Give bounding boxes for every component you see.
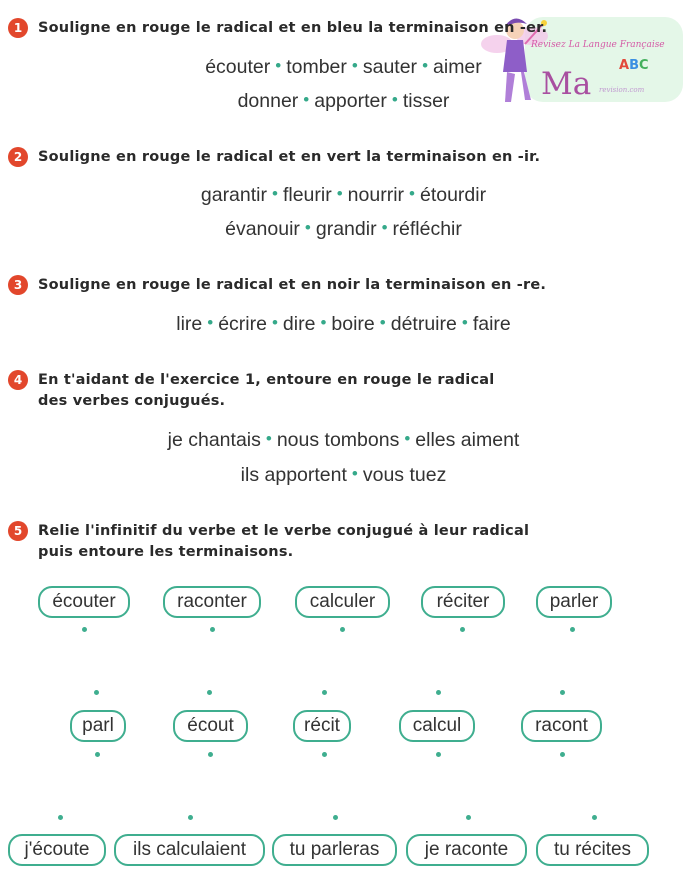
radical-box[interactable]: récit — [293, 710, 351, 742]
radical-box[interactable]: écout — [173, 710, 248, 742]
separator-dot: • — [265, 429, 272, 448]
conjugated-verb-box[interactable]: j'écoute — [8, 834, 106, 866]
word: grandir — [315, 218, 377, 240]
word: donner — [237, 90, 299, 112]
word-line — [0, 218, 687, 241]
separator-dot: • — [381, 218, 388, 237]
separator-dot: • — [351, 464, 358, 483]
exercise-1-instruction — [8, 18, 547, 39]
radical-box[interactable]: parl — [70, 710, 126, 742]
instruction-text — [38, 370, 494, 412]
separator-dot: • — [275, 56, 282, 75]
instruction-text: Souligne en rouge le radical et en bleu la terminaison en -er. — [38, 20, 548, 36]
logo-abc: ABC — [619, 58, 649, 73]
connection-dot[interactable] — [592, 815, 597, 820]
instruction-text: Souligne en rouge le radical et en noir la terminaison en -re. — [38, 277, 547, 293]
word: tomber — [286, 56, 347, 78]
connection-dot[interactable] — [460, 627, 465, 632]
separator-dot: • — [303, 90, 310, 109]
separator-dot: • — [271, 313, 278, 332]
word: vous tuez — [362, 464, 447, 486]
connection-dot[interactable] — [560, 690, 565, 695]
word: apporter — [314, 90, 387, 112]
radical-box[interactable]: calcul — [399, 710, 475, 742]
word: nous tombons — [276, 429, 400, 451]
separator-dot: • — [351, 56, 358, 75]
radical-box[interactable]: racont — [521, 710, 602, 742]
word: faire — [472, 313, 511, 335]
connection-dot[interactable] — [82, 627, 87, 632]
connection-dot[interactable] — [94, 690, 99, 695]
word: boire — [331, 313, 375, 335]
separator-dot: • — [422, 56, 429, 75]
word: fleurir — [282, 184, 332, 206]
connection-dot[interactable] — [333, 815, 338, 820]
logo-website: revision.com — [599, 86, 645, 94]
exercise-number-badge: 1 — [8, 18, 28, 38]
conjugated-verb-box[interactable]: tu parleras — [272, 834, 397, 866]
word-line — [0, 56, 687, 79]
infinitive-box[interactable]: parler — [536, 586, 612, 618]
infinitive-box[interactable]: calculer — [295, 586, 390, 618]
infinitive-box[interactable]: écouter — [38, 586, 130, 618]
exercise-number-badge: 3 — [8, 275, 28, 295]
connection-dot[interactable] — [208, 752, 213, 757]
word: lire — [176, 313, 203, 335]
logo-ma: Ma — [541, 66, 592, 102]
conjugated-verb-box[interactable]: je raconte — [406, 834, 527, 866]
word: sauter — [362, 56, 418, 78]
word-line — [0, 90, 687, 113]
separator-dot: • — [379, 313, 386, 332]
exercise-4-instruction — [8, 370, 494, 412]
instruction-line: des verbes conjugués. — [38, 393, 226, 409]
word-line — [0, 429, 687, 452]
exercise-5-instruction — [8, 521, 529, 563]
word: je chantais — [167, 429, 261, 451]
connection-dot[interactable] — [570, 627, 575, 632]
connection-dot[interactable] — [95, 752, 100, 757]
word: évanouir — [225, 218, 300, 240]
connection-dot[interactable] — [322, 690, 327, 695]
conjugated-verb-box[interactable]: tu récites — [536, 834, 649, 866]
instruction-text — [38, 521, 529, 563]
word-line — [0, 313, 687, 336]
connection-dot[interactable] — [436, 690, 441, 695]
instruction-line: En t'aidant de l'exercice 1, entoure en rouge le radical — [38, 372, 495, 388]
instruction-line: Relie l'infinitif du verbe et le verbe conjugué à leur radical — [38, 523, 530, 539]
conjugated-verb-box[interactable]: ils calculaient — [114, 834, 265, 866]
connection-dot[interactable] — [58, 815, 63, 820]
separator-dot: • — [404, 429, 411, 448]
connection-dot[interactable] — [340, 627, 345, 632]
instruction-line: puis entoure les terminaisons. — [38, 544, 294, 560]
word: écrire — [218, 313, 267, 335]
separator-dot: • — [304, 218, 311, 237]
connection-dot[interactable] — [207, 690, 212, 695]
separator-dot: • — [409, 184, 415, 203]
separator-dot: • — [461, 313, 468, 332]
logo-title: Revisez La Langue Française — [531, 40, 665, 50]
word-line — [0, 464, 687, 487]
word: détruire — [390, 313, 457, 335]
word: ils apportent — [240, 464, 347, 486]
word: aimer — [433, 56, 482, 78]
separator-dot: • — [207, 313, 214, 332]
connection-dot[interactable] — [560, 752, 565, 757]
word: étourdir — [419, 184, 487, 206]
word: tisser — [402, 90, 450, 112]
exercise-2-instruction — [8, 147, 540, 168]
word: réfléchir — [392, 218, 462, 240]
infinitive-box[interactable]: raconter — [163, 586, 261, 618]
connection-dot[interactable] — [322, 752, 327, 757]
word: elles aiment — [415, 429, 520, 451]
infinitive-box[interactable]: réciter — [421, 586, 505, 618]
instruction-text: Souligne en rouge le radical et en vert la terminaison en -ir. — [38, 149, 541, 165]
exercise-3-instruction — [8, 275, 546, 296]
separator-dot: • — [320, 313, 327, 332]
exercise-number-badge: 2 — [8, 147, 28, 167]
connection-dot[interactable] — [436, 752, 441, 757]
connection-dot[interactable] — [188, 815, 193, 820]
word: écouter — [205, 56, 271, 78]
connection-dot[interactable] — [466, 815, 471, 820]
separator-dot: • — [336, 184, 343, 203]
exercise-number-badge: 5 — [8, 521, 28, 541]
connection-dot[interactable] — [210, 627, 215, 632]
word-line — [0, 184, 687, 207]
separator-dot: • — [272, 184, 278, 203]
word: garantir — [200, 184, 267, 206]
word: nourrir — [347, 184, 405, 206]
separator-dot: • — [391, 90, 398, 109]
exercise-number-badge: 4 — [8, 370, 28, 390]
word: dire — [282, 313, 316, 335]
